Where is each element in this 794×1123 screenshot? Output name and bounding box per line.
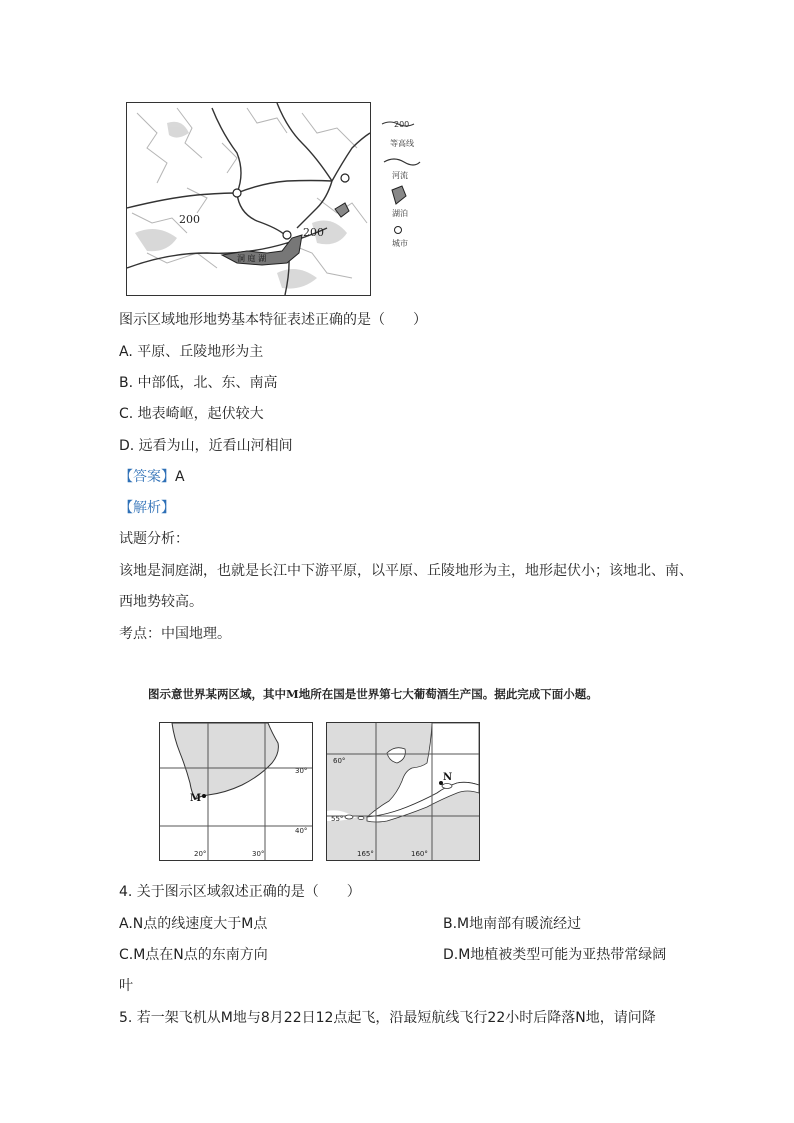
map-n <box>326 722 480 861</box>
lake-label: 洞 庭 湖 <box>237 254 267 263</box>
map-n-lat-55: 55° <box>331 815 344 823</box>
q4-option-d-cont: 叶 <box>119 978 133 994</box>
dongting-map-drawing <box>127 103 370 295</box>
map-m <box>159 722 313 861</box>
q3-option-d: D. 远看为山，近看山河相间 <box>119 438 293 454</box>
map-n-lon-160: 160° <box>411 850 428 858</box>
map-m-lon-30: 30° <box>252 850 265 858</box>
legend-contour-value: 200 <box>394 120 410 129</box>
q3-stem: 图示区域地形地势基本特征表述正确的是（ ） <box>119 312 427 328</box>
legend-river-label: 河流 <box>392 171 408 180</box>
map-m-lat-30: 30° <box>295 767 308 775</box>
q4-option-d: D.M地植被类型可能为亚热带常绿阔 <box>443 947 667 963</box>
legend-contour-label: 等高线 <box>390 139 414 148</box>
q3-answer <box>119 467 185 487</box>
legend-river-symbol <box>384 159 420 165</box>
legend-city-symbol <box>395 227 402 234</box>
q3-option-c: C. 地表崎岖，起伏较大 <box>119 406 264 422</box>
answer-label: 【答案】 <box>119 469 175 485</box>
legend-city-label: 城市 <box>392 239 408 248</box>
contour-label-right: 200 <box>303 226 324 239</box>
kaodian: 考点：中国地理。 <box>119 626 231 642</box>
section2-intro: 图示意世界某两区域，其中M地所在国是世界第七大葡萄酒生产国。据此完成下面小题。 <box>148 687 598 701</box>
map-n-lat-60: 60° <box>333 757 346 765</box>
small-lake-shape <box>335 203 349 217</box>
point-m-marker <box>202 794 206 798</box>
answer-value: A <box>175 469 185 485</box>
q4-option-a: A.N点的线速度大于M点 <box>119 916 268 932</box>
q5-stem: 5. 若一架飞机从M地与8月22日12点起飞，沿最短航线飞行22小时后降落N地，请问降 <box>119 1010 656 1026</box>
q4-option-c: C.M点在N点的东南方向 <box>119 947 268 963</box>
q4-stem: 4. 关于图示区域叙述正确的是（ ） <box>119 884 361 900</box>
map-n-lon-165: 165° <box>357 850 374 858</box>
city-marker <box>233 189 241 197</box>
analysis-line-1: 该地是洞庭湖，也就是长江中下游平原，以平原、丘陵地形为主，地形起伏小；该地北、南、 <box>119 563 693 579</box>
analysis-line-2: 西地势较高。 <box>119 594 203 610</box>
dongting-map <box>126 102 371 296</box>
analysis-intro: 试题分析： <box>119 531 189 547</box>
point-n-label: N <box>443 772 453 783</box>
q3-option-b: B. 中部低，北、东、南高 <box>119 375 278 391</box>
q4-option-b: B.M地南部有暖流经过 <box>443 916 582 932</box>
legend-lake-label: 湖泊 <box>392 209 408 218</box>
point-m-label: M <box>190 793 202 804</box>
contour-label-left: 200 <box>179 213 200 226</box>
city-marker <box>341 174 349 182</box>
map-m-lat-40: 40° <box>295 827 308 835</box>
city-marker <box>283 231 291 239</box>
q3-option-a: A. 平原、丘陵地形为主 <box>119 344 264 360</box>
legend-lake-symbol <box>392 186 406 204</box>
analysis-label: 【解析】 <box>119 500 175 516</box>
dongting-legend <box>380 112 430 252</box>
map-m-lon-20: 20° <box>194 850 207 858</box>
